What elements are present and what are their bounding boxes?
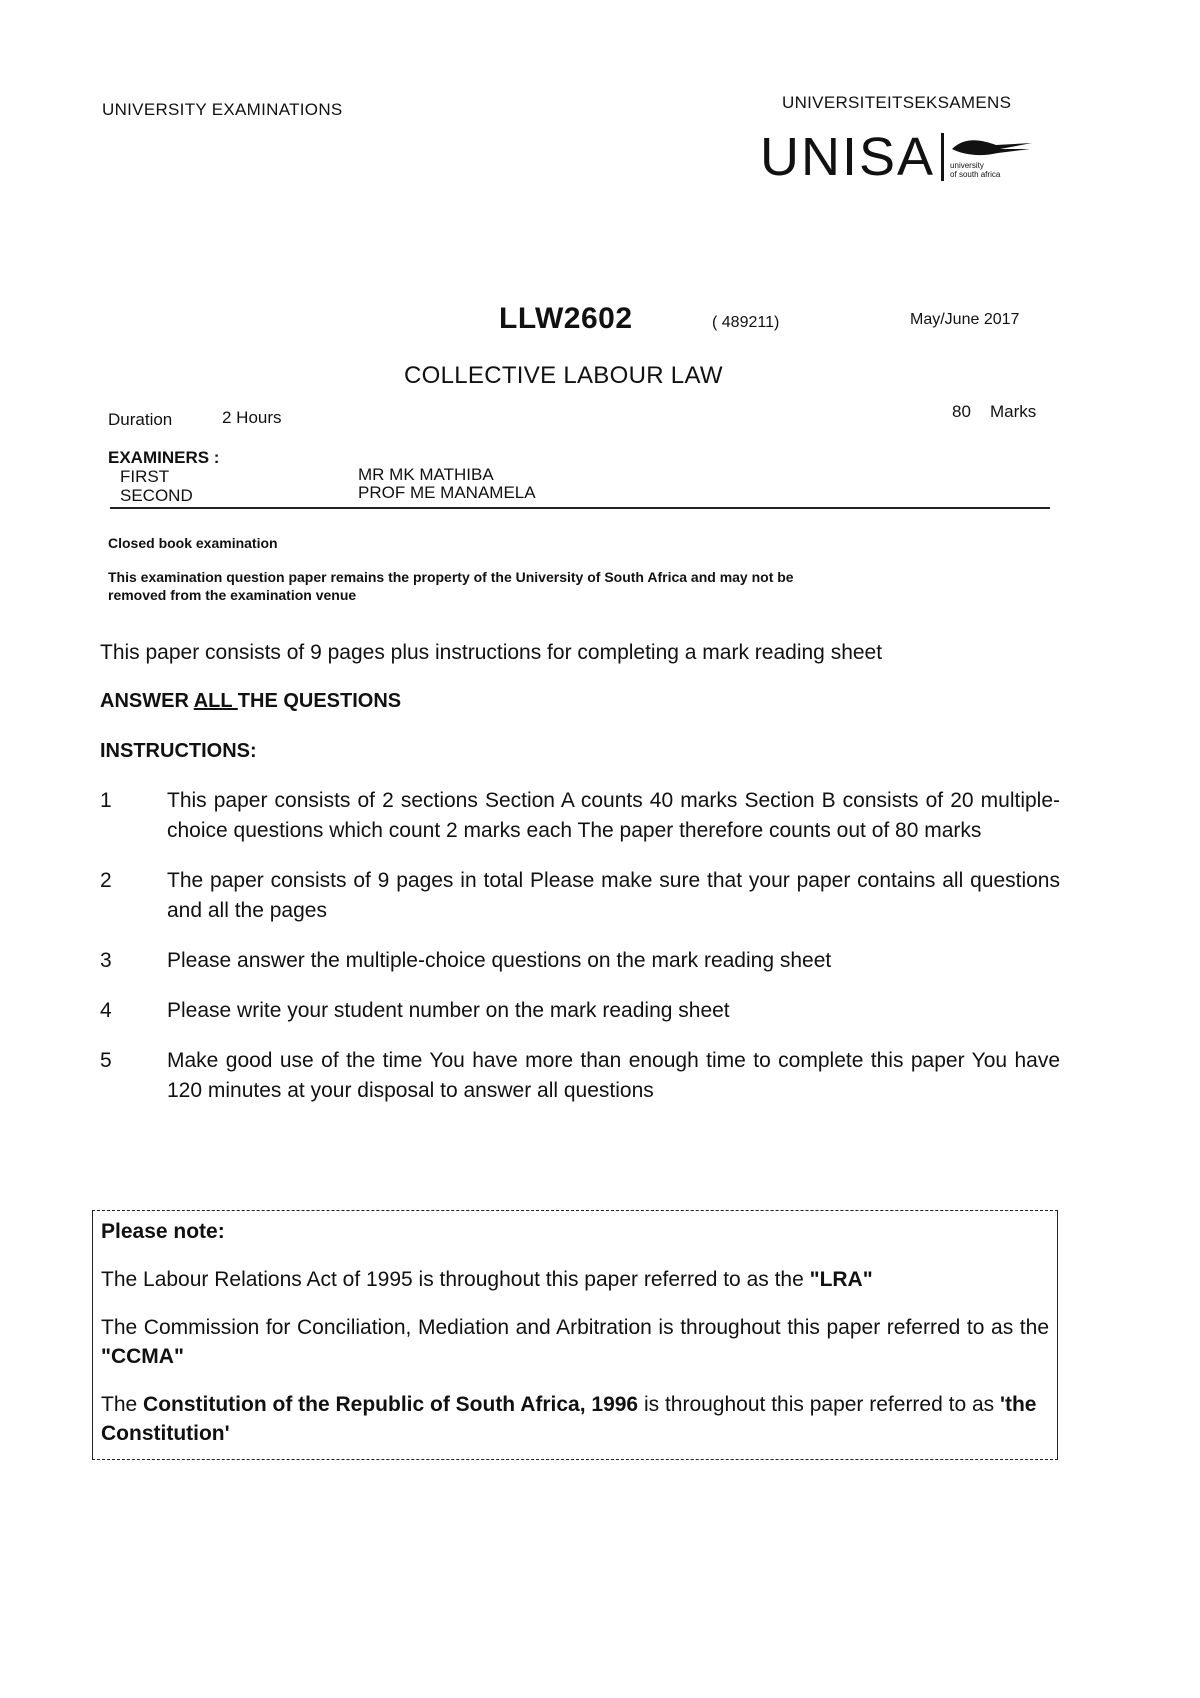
exam-session: May/June 2017 [910, 311, 1020, 328]
exam-title: COLLECTIVE LABOUR LAW [404, 362, 723, 389]
note-lra-term: "LRA" [809, 1268, 873, 1291]
universiteitseksamens-heading: UNIVERSITEITSEKSAMENS [782, 93, 1012, 112]
note-lra [101, 1265, 1049, 1294]
note-ccma-term: "CCMA" [101, 1345, 184, 1368]
instruction-number: 4 [100, 999, 112, 1022]
property-notice-line-1: This examination question paper remains the property of the University of South Africa and may not be [108, 569, 794, 585]
note-constitution [101, 1390, 1049, 1448]
logo-divider [941, 133, 944, 181]
note-constitution-name: Constitution of the Republic of South Africa, 1996 [143, 1393, 639, 1416]
header-divider [110, 507, 1050, 509]
second-examiner-label: SECOND [120, 486, 193, 505]
note-ccma-text: The Commission for Conciliation, Mediation and Arbitration is throughout this paper referred to as the [101, 1316, 1049, 1339]
marks-value: 80 [952, 402, 971, 421]
marks-label: Marks [990, 402, 1037, 421]
answer-all-emphasis: ALL [193, 690, 238, 712]
note-lra-text: The Labour Relations Act of 1995 is throughout this paper referred to as the [101, 1268, 810, 1291]
duration-value: 2 Hours [222, 408, 282, 427]
unisa-logo [760, 127, 1034, 187]
instruction-item [100, 996, 1060, 1026]
instruction-item [100, 786, 1060, 846]
note-ccma [101, 1313, 1049, 1371]
instruction-text: Make good use of the time You have more than enough time to complete this paper You have 120 minutes at your disposal to answer all questions [167, 1049, 1060, 1102]
note-constitution-mid: is throughout this paper referred to as [638, 1393, 1000, 1416]
closed-book-notice: Closed book examination [108, 535, 278, 551]
paper-number: ( 489211) [712, 314, 780, 331]
answer-all-part-3: THE QUESTIONS [237, 690, 402, 712]
instruction-number: 2 [100, 869, 112, 892]
instruction-text: Please write your student number on the mark reading sheet [167, 999, 730, 1022]
answer-all-part-1: ANSWER [100, 690, 194, 712]
instruction-number: 5 [100, 1049, 112, 1072]
instruction-text: Please answer the multiple-choice questions on the mark reading sheet [167, 949, 832, 972]
logo-tagline-1: university [950, 161, 984, 170]
instructions-heading: INSTRUCTIONS: [100, 740, 257, 762]
note-constitution-pre: The [101, 1393, 144, 1416]
logo-mark [950, 135, 1034, 179]
instruction-text: This paper consists of 2 sections Section A counts 40 marks Section B consists of 20 multiple-choice questions which count 2 marks each The paper therefore counts out of 80 marks [167, 789, 1060, 842]
pages-statement: This paper consists of 9 pages plus instructions for completing a mark reading sheet [100, 641, 883, 664]
note-constitution-term: 'the Constitution' [101, 1393, 1037, 1445]
bird-icon [950, 135, 1034, 161]
answer-all-heading [100, 690, 401, 713]
duration-label: Duration [108, 410, 173, 429]
property-notice [108, 568, 1058, 604]
logo-wordmark: UNISA [760, 127, 936, 187]
instruction-number: 1 [100, 789, 112, 812]
note-box-heading: Please note: [101, 1220, 225, 1243]
instruction-item [100, 1046, 1060, 1106]
property-notice-line-2: removed from the examination venue [108, 587, 357, 603]
second-examiner-name: PROF ME MANAMELA [358, 483, 536, 502]
first-examiner-label: FIRST [120, 467, 170, 486]
instruction-text: The paper consists of 9 pages in total Please make sure that your paper contains all questions and all the pages [167, 869, 1060, 922]
first-examiner-name: MR MK MATHIBA [358, 465, 494, 484]
university-examinations-heading: UNIVERSITY EXAMINATIONS [102, 100, 343, 119]
instruction-item [100, 866, 1060, 926]
logo-tagline-2: of south africa [950, 170, 1001, 179]
instructions-list [100, 786, 1060, 1126]
instruction-item [100, 946, 1060, 976]
examiners-heading: EXAMINERS : [108, 448, 220, 467]
module-code: LLW2602 [499, 302, 633, 335]
note-box [92, 1210, 1058, 1460]
instruction-number: 3 [100, 949, 112, 972]
